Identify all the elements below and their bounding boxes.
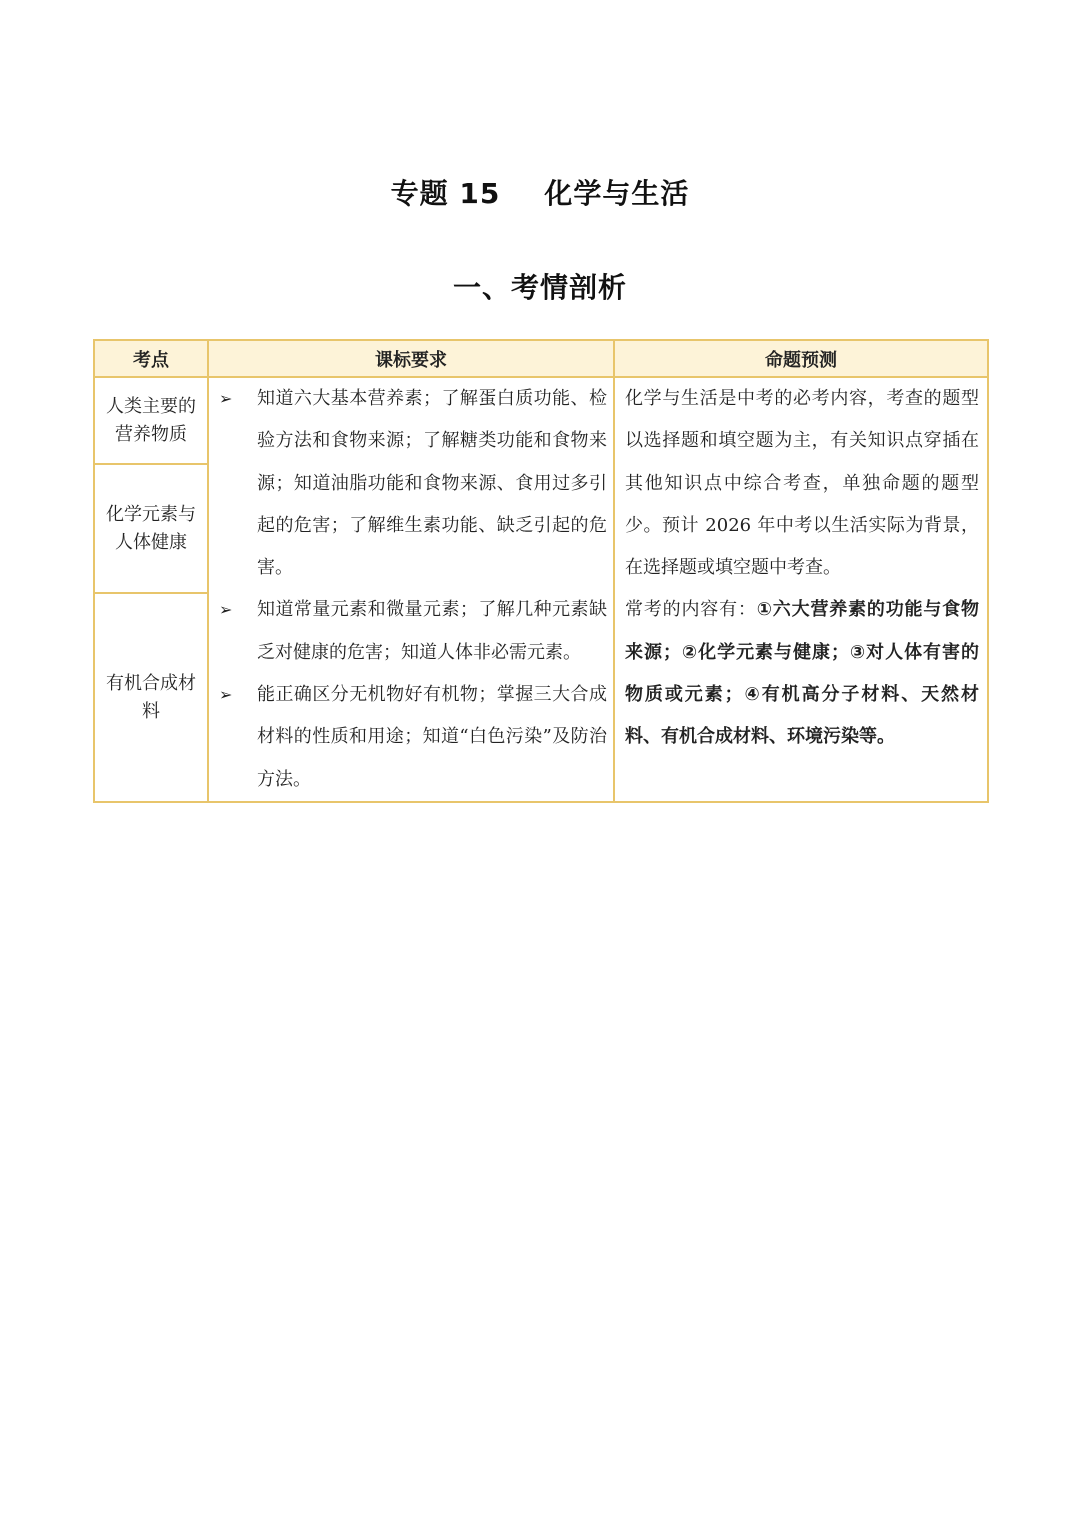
table-row	[94, 377, 988, 464]
requirements-cell	[208, 377, 614, 802]
title-prefix: 专题 15	[390, 177, 501, 210]
title-main: 化学与生活	[544, 177, 690, 210]
header-topic: 考点	[94, 340, 208, 377]
prediction-paragraph: 化学与生活是中考的必考内容，考查的题型以选择题和填空题为主，有关知识点穿插在其他知识点中综合考查，单独命题的题型少。预计 2026 年中考以生活实际为背景，在选择题或填空题中考查。	[625, 388, 979, 579]
list-item	[209, 589, 607, 674]
exam-analysis-table	[93, 339, 989, 803]
arrowhead-bullet-icon: ➢	[219, 685, 233, 705]
requirements-list	[209, 378, 613, 801]
header-prediction: 命题预测	[614, 340, 988, 377]
page-title	[0, 172, 1080, 212]
requirement-text: 知道常量元素和微量元素；了解几种元素缺乏对健康的危害；知道人体非必需元素。	[257, 599, 607, 663]
topic-cell: 人类主要的营养物质	[94, 377, 208, 464]
topic-cell: 有机合成材料	[94, 593, 208, 802]
arrowhead-bullet-icon: ➢	[219, 389, 233, 408]
arrowhead-bullet-icon: ➢	[219, 600, 233, 620]
requirement-text: 能正确区分无机物好有机物；掌握三大合成材料的性质和用途；知道“白色污染”及防治方法。	[257, 684, 607, 790]
prediction-common	[625, 589, 979, 758]
common-prefix: 常考的内容有：	[625, 599, 757, 621]
prediction-cell	[614, 377, 988, 802]
section-title: 一、考情剖析	[452, 271, 627, 304]
table-header-row	[94, 340, 988, 377]
header-requirements: 课标要求	[208, 340, 614, 377]
list-item	[209, 378, 607, 589]
prediction-text	[615, 378, 987, 759]
requirement-text: 知道六大基本营养素；了解蛋白质功能、检验方法和食物来源；了解糖类功能和食物来源；知道油脂功能和食物来源、食用过多引起的危害；了解维生素功能、缺乏引起的危害。	[257, 388, 607, 579]
topic-cell: 化学元素与人体健康	[94, 464, 208, 593]
common-content: ①六大营养素的功能与食物来源；②化学元素与健康；③对人体有害的物质或元素；④有机高分子材料、天然材料、有机合成材料、环境污染等。	[625, 599, 980, 748]
list-item	[209, 674, 607, 801]
